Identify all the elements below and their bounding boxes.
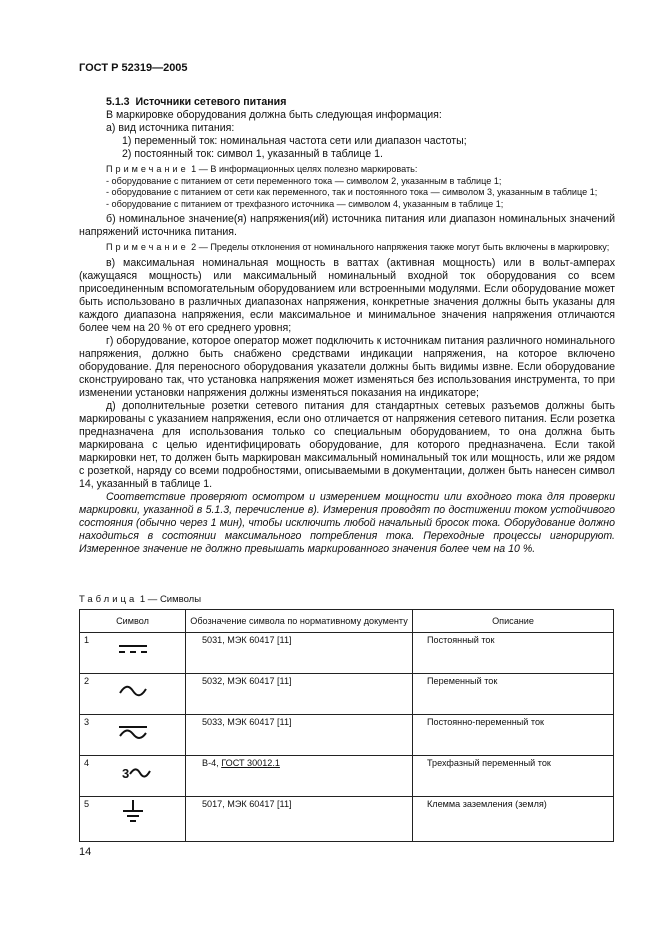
note-1-text: 1 — В информационных целях полезно маркировать:	[188, 164, 418, 174]
table-caption-label: Таблица	[79, 594, 138, 605]
compliance-paragraph: Соответствие проверяют осмотром и измерением мощности или входного тока для проверки маркировки, указанной в 5.1.3, перечисление в). Измерения проводят по достижении током устойчивого состояния (обычно через 1 мин), чтобы исключить любой начальный бросок тока. Оборудование должно находиться в состоянии максимального потребления тока. Переходные процессы игнорируют. Измеренное значение не должно превышать маркированного значения более чем на 10 %.	[79, 490, 615, 555]
note-1-item: - оборудование с питанием от сети переменного тока — символом 2, указанным в таблице 1;	[106, 175, 502, 186]
reference-cell: 5032, МЭК 60417 [11]	[186, 674, 413, 715]
direct-current-icon	[118, 643, 148, 655]
reference-cell: 5017, МЭК 60417 [11]	[186, 797, 413, 842]
section-heading	[79, 96, 615, 109]
three-phase-number: 3	[122, 766, 130, 781]
description-cell: Трехфазный переменный ток	[413, 756, 614, 797]
row-number: 4	[84, 758, 90, 768]
table-row	[80, 674, 614, 715]
column-header: Описание	[413, 610, 614, 633]
item-a: а) вид источника питания:	[106, 122, 235, 134]
reference-cell	[186, 756, 413, 797]
section-intro: В маркировке оборудования должна быть следующая информация:	[106, 109, 442, 121]
gost-reference-link[interactable]: ГОСТ 30012.1	[221, 758, 280, 768]
alternating-current-icon	[118, 684, 148, 698]
symbol-cell	[80, 715, 186, 756]
symbol-cell	[80, 633, 186, 674]
note-1-item: - оборудование с питанием от трехфазного источника — символом 4, указанным в таблице 1;	[106, 198, 504, 209]
table-row	[80, 797, 614, 842]
both-current-icon	[118, 725, 148, 741]
page-number: 14	[79, 846, 92, 858]
table-caption	[79, 594, 201, 605]
three-phase-icon	[122, 766, 181, 781]
table-row	[80, 715, 614, 756]
section-title: Источники сетевого питания	[135, 96, 287, 108]
section-body	[79, 96, 615, 556]
item-a2: 2) постоянный ток: символ 1, указанный в таблице 1.	[122, 148, 383, 160]
description-cell: Клемма заземления (земля)	[413, 797, 614, 842]
description-cell: Постоянный ток	[413, 633, 614, 674]
row-number: 5	[84, 799, 90, 809]
item-v: в) максимальная номинальная мощность в ваттах (активная мощность) или в вольт-амперах (кажущаяся мощность) или максимальный номинальный входной ток оборудования со всем присоединенным вспомогательным оборудованием или встроенными модулями. Если оборудование может быть использовано в различных диапазонах напряжения, конкретные значения должны быть указаны для каждого диапазона напряжения, если максимальное и минимальное значения напряжения отличаются более чем на 20 % от его среднего уровня;	[79, 256, 615, 334]
table-header-row	[80, 610, 614, 633]
description-cell: Переменный ток	[413, 674, 614, 715]
note-1	[79, 164, 615, 210]
column-header: Символ	[80, 610, 186, 633]
item-b: б) номинальное значение(я) напряжения(ий) источника питания или диапазон номинальных значений напряжений источника питания.	[79, 213, 615, 238]
column-header: Обозначение символа по нормативному документу	[186, 610, 413, 633]
symbols-table	[79, 609, 614, 842]
symbol-cell	[80, 674, 186, 715]
document-header: ГОСТ Р 52319—2005	[79, 62, 188, 74]
section-number: 5.1.3	[106, 96, 130, 108]
row-number: 2	[84, 676, 90, 686]
table-row	[80, 633, 614, 674]
note-1-item: - оборудование с питанием от сети как переменного, так и постоянного тока — символом 3, указанным в таблице 1;	[106, 187, 598, 197]
row-number: 3	[84, 717, 90, 727]
note-2-text: 2 — Пределы отклонения от номинального напряжения также могут быть включены в маркировку;	[188, 242, 610, 252]
item-a1: 1) переменный ток: номинальная частота сети или диапазон частоты;	[122, 135, 467, 147]
item-g: г) оборудование, которое оператор может подключить к источникам питания различного номинального напряжения, должно быть снабжено средствами индикации напряжения, на которое включено оборудование. Для переносного оборудования указатели должны быть видимы извне. Если оборудование сконструировано так, что установка напряжения может изменяться без использования инструмента, то при изменении установки напряжения должны изменяться показания на индикаторе;	[79, 334, 615, 399]
symbol-cell	[80, 756, 186, 797]
table-row	[80, 756, 614, 797]
item-d: д) дополнительные розетки сетевого питания для стандартных сетевых разъемов должны быть маркированы с указанием напряжения, если оно отличается от напряжения сетевого питания. Если розетка предназначена для использования только со специальным оборудованием, то она должна быть маркирована с целью идентифицировать оборудование, для которого предназначена. Если такой маркировки нет, то должен быть маркирован максимальный номинальный ток или мощность, или же рядом с розеткой, наряду со всеми подробностями, описываемыми в документации, должен быть нанесен символ 14, указанный в таблице 1.	[79, 399, 615, 490]
note-1-label: Примечание	[106, 164, 189, 174]
symbol-cell	[80, 797, 186, 842]
reference-cell: 5033, МЭК 60417 [11]	[186, 715, 413, 756]
table-caption-text: 1 — Символы	[137, 594, 202, 605]
note-2	[79, 242, 615, 254]
note-2-label: Примечание	[106, 242, 189, 252]
description-cell: Постоянно-переменный ток	[413, 715, 614, 756]
reference-prefix: В-4,	[202, 758, 222, 768]
reference-cell: 5031, МЭК 60417 [11]	[186, 633, 413, 674]
earth-terminal-icon	[118, 799, 148, 823]
row-number: 1	[84, 635, 90, 645]
